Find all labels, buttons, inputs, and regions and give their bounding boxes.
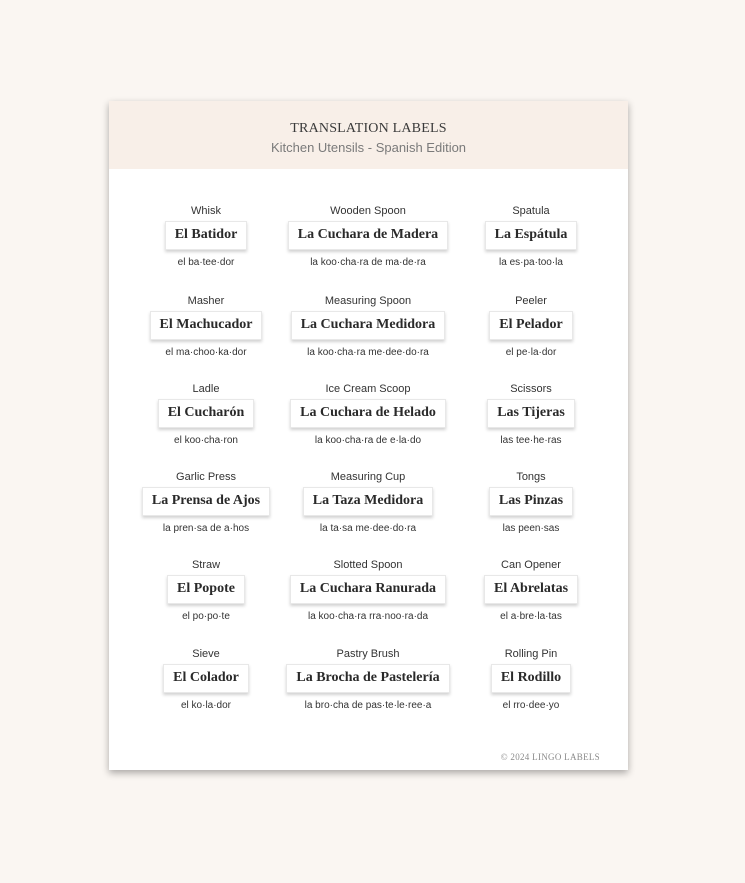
- label-wooden-spoon: [268, 204, 468, 269]
- spanish-label: La Cuchara Medidora: [291, 311, 446, 340]
- pronunciation: la koo·cha·ra rra·noo·ra·da: [307, 611, 429, 622]
- label-can-opener: [461, 558, 601, 623]
- label-spatula: [461, 204, 601, 269]
- label-ladle: [125, 382, 287, 447]
- english-name: Ice Cream Scoop: [325, 383, 411, 395]
- spanish-label: La Cuchara Ranurada: [290, 575, 446, 604]
- spanish-label: El Rodillo: [491, 664, 571, 693]
- pronunciation: el rro·dee·yo: [502, 700, 560, 711]
- english-name: Sieve: [192, 648, 220, 660]
- label-pastry-brush: [268, 647, 468, 712]
- english-name: Measuring Cup: [330, 471, 406, 483]
- spanish-label: El Batidor: [165, 221, 248, 250]
- label-straw: [125, 558, 287, 623]
- english-name: Garlic Press: [176, 471, 236, 483]
- label-ice-cream-scoop: [268, 382, 468, 447]
- pronunciation: el pe·la·dor: [505, 347, 557, 358]
- sheet-subtitle: Kitchen Utensils - Spanish Edition: [270, 140, 467, 155]
- label-peeler: [461, 294, 601, 359]
- label-slotted-spoon: [268, 558, 468, 623]
- english-name: Can Opener: [501, 559, 561, 571]
- pronunciation: la es·pa·too·la: [499, 257, 563, 268]
- pronunciation: las peen·sas: [502, 523, 560, 534]
- spanish-label: Las Tijeras: [487, 399, 575, 428]
- pronunciation: el a·bre·la·tas: [500, 611, 562, 622]
- spanish-label: La Cuchara de Helado: [290, 399, 446, 428]
- spanish-label: El Machucador: [150, 311, 263, 340]
- label-measuring-spoon: [268, 294, 468, 359]
- spanish-label: El Pelador: [489, 311, 572, 340]
- english-name: Ladle: [192, 383, 220, 395]
- label-masher: [125, 294, 287, 359]
- spanish-label: La Cuchara de Madera: [288, 221, 448, 250]
- english-name: Masher: [187, 295, 225, 307]
- pronunciation: la pren·sa de a·hos: [162, 523, 250, 534]
- spanish-label: El Abrelatas: [484, 575, 578, 604]
- pronunciation: la koo·cha·ra de ma·de·ra: [310, 257, 426, 268]
- english-name: Wooden Spoon: [330, 205, 406, 217]
- label-tongs: [461, 470, 601, 535]
- label-measuring-cup: [268, 470, 468, 535]
- english-name: Whisk: [191, 205, 221, 217]
- label-sheet: [109, 101, 628, 770]
- pronunciation: la bro·cha de pas·te·le·ree·a: [304, 700, 432, 711]
- sheet-header: [109, 101, 628, 169]
- english-name: Tongs: [516, 471, 546, 483]
- label-rolling-pin: [461, 647, 601, 712]
- english-name: Spatula: [512, 205, 550, 217]
- spanish-label: La Espátula: [485, 221, 578, 250]
- pronunciation: el po·po·te: [182, 611, 230, 622]
- english-name: Peeler: [515, 295, 547, 307]
- spanish-label: El Colador: [163, 664, 249, 693]
- pronunciation: las tee·he·ras: [500, 435, 562, 446]
- pronunciation: el koo·cha·ron: [174, 435, 238, 446]
- label-garlic-press: [125, 470, 287, 535]
- pronunciation: la ta·sa me·dee·do·ra: [319, 523, 417, 534]
- pronunciation: el ma·choo·ka·dor: [165, 347, 247, 358]
- copyright-footer: © 2024 LINGO LABELS: [500, 752, 600, 762]
- pronunciation: la koo·cha·ra de e·la·do: [314, 435, 422, 446]
- english-name: Rolling Pin: [504, 648, 558, 660]
- label-sieve: [125, 647, 287, 712]
- english-name: Measuring Spoon: [324, 295, 412, 307]
- label-scissors: [461, 382, 601, 447]
- spanish-label: El Popote: [167, 575, 245, 604]
- pronunciation: el ko·la·dor: [180, 700, 232, 711]
- sheet-title: TRANSLATION LABELS: [290, 121, 447, 136]
- english-name: Pastry Brush: [336, 648, 400, 660]
- pronunciation: el ba·tee·dor: [177, 257, 235, 268]
- spanish-label: Las Pinzas: [489, 487, 573, 516]
- pronunciation: la koo·cha·ra me·dee·do·ra: [307, 347, 429, 358]
- label-whisk: [125, 204, 287, 269]
- english-name: Slotted Spoon: [333, 559, 403, 571]
- spanish-label: La Prensa de Ajos: [142, 487, 270, 516]
- english-name: Scissors: [510, 383, 552, 395]
- spanish-label: La Taza Medidora: [303, 487, 433, 516]
- spanish-label: El Cucharón: [158, 399, 255, 428]
- spanish-label: La Brocha de Pastelería: [286, 664, 449, 693]
- english-name: Straw: [191, 559, 221, 571]
